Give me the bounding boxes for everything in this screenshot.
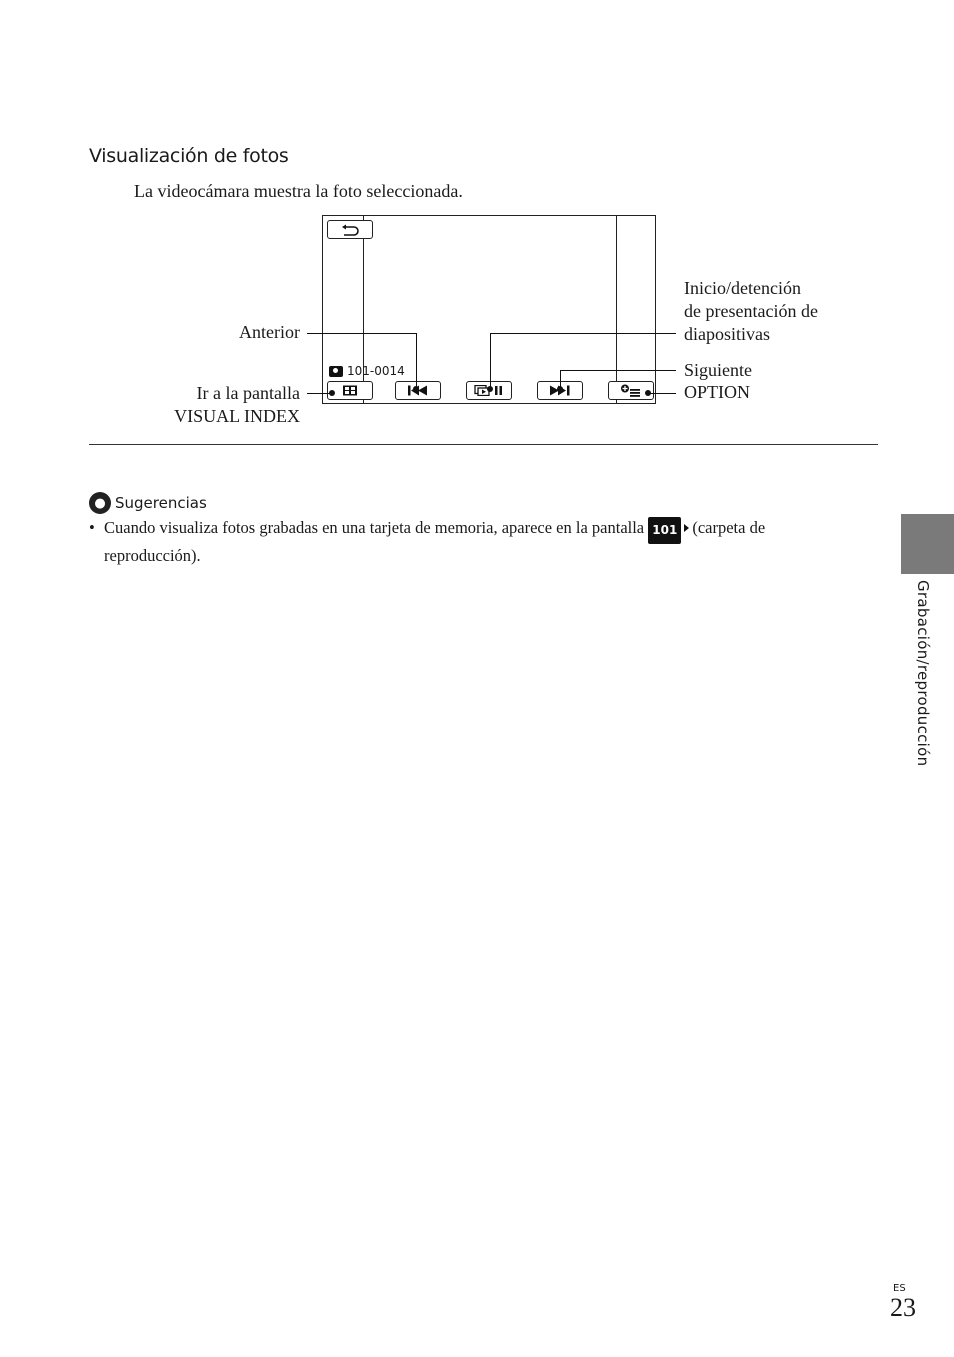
leader-line-slideshow — [490, 333, 491, 388]
callout-slideshow — [684, 277, 864, 346]
leader-line-anterior — [416, 333, 417, 388]
play-triangle-icon — [684, 524, 689, 532]
callout-anterior: Anterior — [239, 322, 300, 342]
visual-index-icon — [342, 385, 358, 396]
option-icon — [620, 384, 642, 397]
chapter-label: Grabación/reproducción — [914, 580, 932, 767]
back-icon — [340, 224, 360, 236]
folder-101-icon: 101 — [648, 517, 681, 544]
callout-visual-index — [140, 382, 300, 428]
callout-siguiente: Siguiente — [684, 360, 752, 380]
chapter-tab — [901, 514, 954, 574]
bullet: • — [89, 518, 95, 537]
back-button[interactable] — [327, 220, 373, 239]
camera-icon — [329, 366, 343, 377]
callout-slideshow-line1: Inicio/detención — [684, 278, 801, 298]
tips-heading — [89, 492, 207, 514]
tips-heading-text: Sugerencias — [115, 494, 207, 512]
language-code: ES — [893, 1283, 906, 1294]
section-divider — [89, 444, 878, 445]
callout-slideshow-line2: de presentación de — [684, 301, 818, 321]
tip-text-end: (carpeta de reproducción). — [104, 518, 766, 565]
lightbulb-icon: ● — [89, 492, 111, 514]
leader-dot — [645, 390, 651, 396]
leader-line-option — [648, 393, 676, 394]
callout-visual-index-line2: VISUAL INDEX — [174, 406, 300, 426]
callout-option: OPTION — [684, 382, 750, 402]
leader-line-siguiente — [560, 370, 676, 371]
leader-line-slideshow — [490, 333, 676, 334]
tip-text: Cuando visualiza fotos grabadas en una tarjeta de memoria, aparece en la pantalla — [104, 518, 645, 537]
leader-dot — [487, 386, 493, 392]
screen-guide-line — [616, 216, 617, 403]
tip-item — [89, 515, 849, 568]
leader-line-visual-index — [307, 393, 331, 394]
intro-text: La videocámara muestra la foto seleccionada. — [134, 181, 463, 201]
callout-slideshow-line3: diapositivas — [684, 324, 770, 344]
leader-dot — [329, 390, 335, 396]
file-number: 101-0014 — [329, 364, 405, 378]
camera-screen — [322, 215, 656, 404]
section-title: Visualización de fotos — [89, 145, 289, 167]
leader-line-anterior — [307, 333, 417, 334]
leader-dot — [557, 386, 563, 392]
callout-visual-index-line1: Ir a la pantalla — [196, 383, 300, 403]
leader-dot — [413, 386, 419, 392]
page-number: 23 — [890, 1293, 916, 1322]
